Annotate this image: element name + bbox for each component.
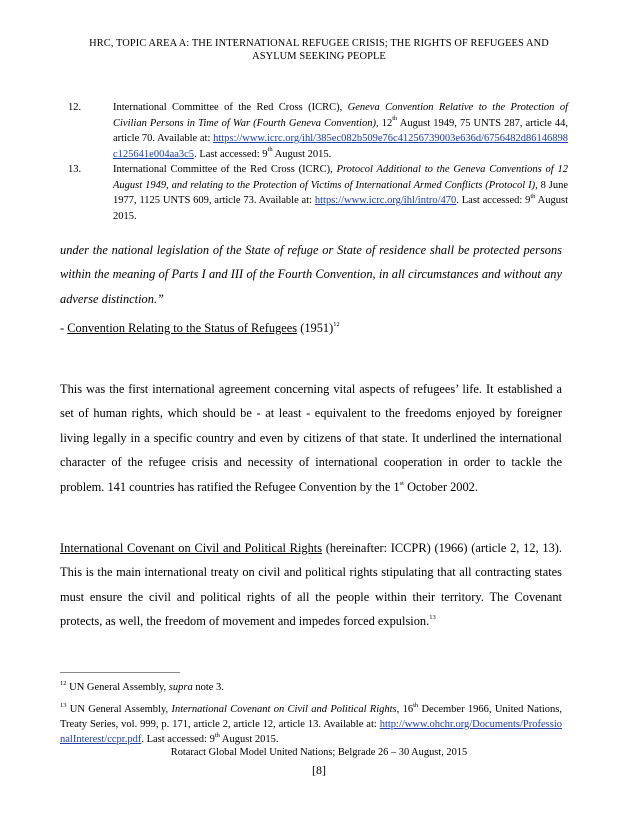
footnote-number: 13 [60,701,67,709]
heading-link[interactable]: International Covenant on Civil and Political Rights [60,541,323,555]
footnote-title: Geneva Convention Relative to the Protection of Civilian Persons in Time of War (Fourth Geneva Convention), [113,102,568,129]
header-line-1: HRC, TOPIC AREA A: THE INTERNATIONAL REFUGEE CRISIS; THE RIGHTS OF REFUGEES AND [89,38,549,49]
footnote-text: . Last accessed: 9 [194,148,268,160]
footnote-title: Protocol Additional to the Geneva Conventions of 12 August 1949, and relating to the Protection of Victims of International Armed Conflicts (Protocol I) [113,164,568,191]
quote-continuation: under the national legislation of the State of refuge or State of residence shall be protected persons within the meaning of Parts I and III of the Fourth Convention, in all circumstances and without any adverse distinction.” [60,243,562,306]
heading-text: (1951) [297,321,334,335]
footnote-ref[interactable]: 13 [429,614,436,622]
footnote-text: , 8 June 1977, 1125 UNTS 609, article 73. Available at: [113,179,568,206]
footnote-text: UN General Assembly, [66,682,169,693]
paragraph-refugee-convention [60,377,562,499]
footnote-number: 13. [68,164,82,175]
page-number: [8] [312,763,326,777]
footnote-text: , 16 [396,704,414,715]
bottom-footnote-12 [60,680,562,695]
page-header [60,37,578,63]
footnote-12 [68,100,568,162]
footnote-link[interactable]: https://www.icrc.org/ihl/385ec082b509e76c41256739003e636d/6756482d86146898c125641e004aa3c5 [113,133,568,160]
footnote-body [113,100,568,162]
ordinal-sup: st [399,479,404,487]
footnote-sup: th [392,115,398,122]
footnote-text: note 3. [192,682,224,693]
paragraph-text: (hereinafter: ICCPR) (1966) (article 2, 12, 13). This is the main international treaty on civil and political rights stipulating that all contracting states must ensure the civil and political rights of all the people within their territory. The Covenant protects, as well, the freedom of movement and impedes forced expulsion. [60,541,562,629]
footnote-link[interactable]: http://www.ohchr.org/Documents/ProfessionalInterest/ccpr.pdf [60,719,562,745]
footnote-link[interactable]: https://www.icrc.org/ihl/intro/470 [314,195,457,206]
footnote-text: August 2015. [219,734,279,745]
section-heading-refugee-convention [60,316,562,340]
footnote-text: International Committee of the Red Cross (ICRC), [113,102,348,113]
footnote-date: 12 [381,117,393,129]
footnote-text: August 1949, 75 UNTS 287, article 44, article 70. Available at: [113,117,569,144]
footnote-sup: th [530,192,536,200]
footnote-sup: th [413,701,419,709]
footnote-separator [60,672,180,673]
heading-prefix: - [60,321,68,335]
footnote-text: August 2015. [272,148,332,160]
footnote-text: International Committee of the Red Cross (ICRC), [113,164,337,175]
paragraph-text: This was the first international agreement concerning vital aspects of refugees’ life. It established a set of human rights, which should be - at least - equivalent to the freedoms enjoyed by foreigner living legally in a specific country and even by citizens of that state. It underlined the international character of the refugee crisis and necessity of international cooperation in order to tackle the problem. 141 countries has ratified the Refugee Convention by the 1 [60,382,562,494]
heading-link[interactable]: Convention Relating to the Status of Refugees [67,321,298,335]
footnote-title: International Covenant on Civil and Political Rights [171,704,397,715]
footnote-body [113,162,568,224]
footnote-text: December 1966, United Nations, Treaty Series, vol. 999, p. 171, article 2, article 12, article 13. Available at: [60,704,562,730]
footnote-ref[interactable]: 12 [333,320,340,328]
footnote-sup: th [267,146,273,153]
footnote-number: 12. [68,102,82,113]
footnote-13 [68,162,568,224]
footnote-text: . Last accessed: 9 [141,734,215,745]
bottom-footnote-13 [60,702,562,747]
footnote-text: August 2015. [113,195,568,222]
footnote-text: UN General Assembly, [66,704,172,715]
footer-conference: Rotaract Global Model United Nations; Belgrade 26 – 30 August, 2015 [170,747,468,758]
footnote-number: 12 [60,679,67,687]
paragraph-text: October 2002. [403,479,478,494]
footnote-sup: th [214,731,220,739]
footnote-text: . Last accessed: 9 [456,195,531,206]
header-line-2: ASYLUM SEEKING PEOPLE [252,51,386,62]
continued-footnotes [68,100,568,224]
paragraph-iccpr [60,536,562,634]
footnote-italic: supra [168,682,193,693]
